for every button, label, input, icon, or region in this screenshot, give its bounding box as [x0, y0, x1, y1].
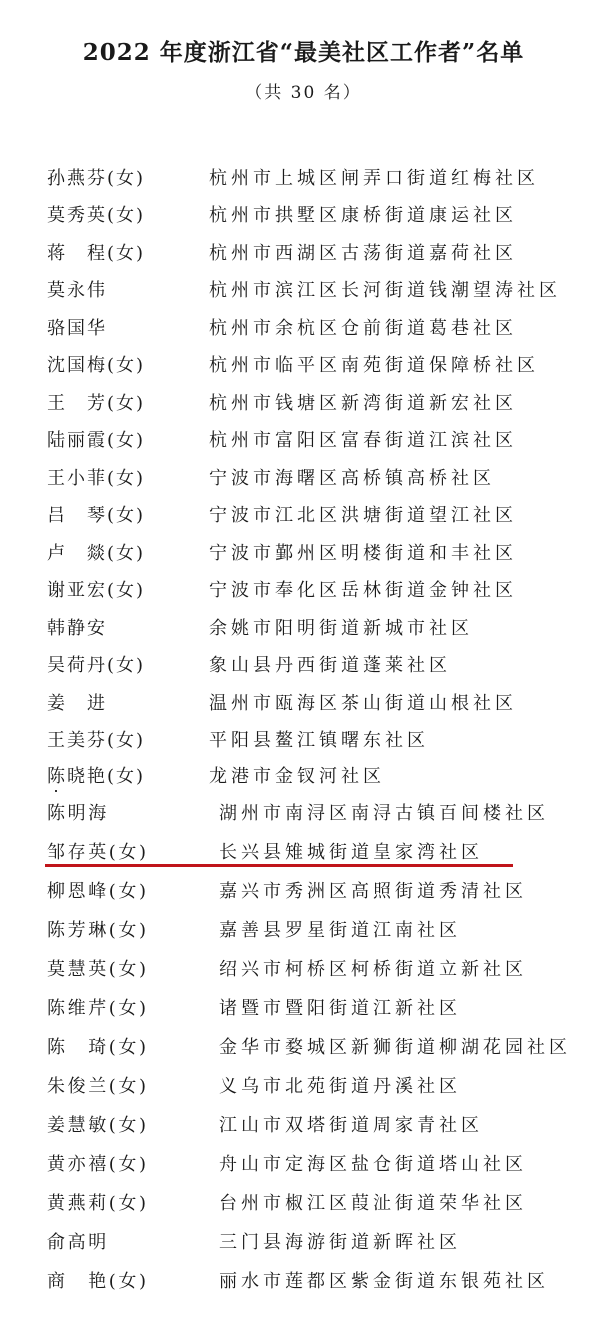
person-name: 莫永伟	[47, 280, 107, 301]
list-item	[0, 1150, 607, 1180]
list-item	[0, 276, 607, 306]
stray-mark	[55, 790, 57, 792]
community-name: 余姚市阳明街道新城市社区	[209, 618, 473, 639]
person-name: 吕 琴(女)	[47, 505, 146, 526]
person-name: 卢 燚(女)	[47, 543, 146, 564]
list-item	[0, 464, 607, 494]
person-name: 陈 琦(女)	[47, 1037, 149, 1058]
list-item	[0, 164, 607, 194]
person-name: 陈芳琳(女)	[47, 920, 149, 941]
person-name: 陈维芹(女)	[47, 998, 149, 1019]
community-name: 嘉兴市秀洲区高照街道秀清社区	[219, 881, 527, 902]
community-name: 丽水市莲都区紫金街道东银苑社区	[219, 1271, 549, 1292]
list-item	[0, 916, 607, 946]
list-item	[0, 389, 607, 419]
person-name: 商 艳(女)	[47, 1271, 149, 1292]
list-item	[0, 314, 607, 344]
list-item	[0, 651, 607, 681]
list-item	[0, 877, 607, 907]
list-item	[0, 994, 607, 1024]
list-item	[0, 1111, 607, 1141]
person-name: 黄亦禧(女)	[47, 1154, 149, 1175]
list-item	[0, 501, 607, 531]
person-name: 姜慧敏(女)	[47, 1115, 149, 1136]
person-name: 谢亚宏(女)	[47, 580, 146, 601]
person-name: 莫秀英(女)	[47, 205, 146, 226]
community-name: 长兴县雉城街道皇家湾社区	[219, 842, 483, 863]
community-name: 宁波市鄞州区明楼街道和丰社区	[209, 543, 517, 564]
community-name: 宁波市江北区洪塘街道望江社区	[209, 505, 517, 526]
person-name: 王小菲(女)	[47, 468, 146, 489]
community-name: 杭州市余杭区仓前街道葛巷社区	[209, 318, 517, 339]
list-item	[0, 1267, 607, 1297]
community-name: 湖州市南浔区南浔古镇百间楼社区	[219, 803, 549, 824]
list-item	[0, 1228, 607, 1258]
person-name: 王 芳(女)	[47, 393, 146, 414]
community-name: 宁波市海曙区高桥镇高桥社区	[209, 468, 495, 489]
person-name: 柳恩峰(女)	[47, 881, 149, 902]
person-name: 陆丽霞(女)	[47, 430, 146, 451]
person-name: 蒋 程(女)	[47, 243, 146, 264]
community-name: 杭州市西湖区古荡街道嘉荷社区	[209, 243, 517, 264]
person-name: 莫慧英(女)	[47, 959, 149, 980]
person-name: 黄燕莉(女)	[47, 1193, 149, 1214]
person-name: 吴荷丹(女)	[47, 655, 146, 676]
person-name: 王美芬(女)	[47, 730, 146, 751]
community-name: 诸暨市暨阳街道江新社区	[219, 998, 461, 1019]
community-name: 杭州市钱塘区新湾街道新宏社区	[209, 393, 517, 414]
list-item	[0, 426, 607, 456]
person-name: 陈晓艳(女)	[47, 766, 146, 787]
list-item	[0, 1033, 607, 1063]
list-item	[0, 1189, 607, 1219]
person-name: 韩静安	[47, 618, 107, 639]
list-item	[0, 539, 607, 569]
community-name: 杭州市临平区南苑街道保障桥社区	[209, 355, 539, 376]
highlight-underline	[45, 864, 513, 867]
community-name: 台州市椒江区葭沚街道荣华社区	[219, 1193, 527, 1214]
list-item	[0, 689, 607, 719]
community-name: 舟山市定海区盐仓街道塔山社区	[219, 1154, 527, 1175]
community-name: 杭州市富阳区富春街道江滨社区	[209, 430, 517, 451]
list-item	[0, 239, 607, 269]
person-name: 朱俊兰(女)	[47, 1076, 149, 1097]
person-name: 陈明海	[47, 803, 109, 824]
community-name: 象山县丹西街道蓬莱社区	[209, 655, 451, 676]
community-name: 杭州市滨江区长河街道钱潮望涛社区	[209, 280, 561, 301]
person-name: 姜 进	[47, 693, 107, 714]
list-item	[0, 576, 607, 606]
list-item	[0, 1072, 607, 1102]
list-item	[0, 955, 607, 985]
community-name: 江山市双塔街道周家青社区	[219, 1115, 483, 1136]
community-name: 宁波市奉化区岳林街道金钟社区	[209, 580, 517, 601]
person-name: 沈国梅(女)	[47, 355, 146, 376]
person-name: 邹存英(女)	[47, 842, 149, 863]
community-name: 金华市婺城区新狮街道柳湖花园社区	[219, 1037, 571, 1058]
person-name: 骆国华	[47, 318, 107, 339]
page-subtitle: （共 30 名）	[245, 83, 362, 103]
community-name: 杭州市上城区闸弄口街道红梅社区	[209, 168, 539, 189]
list-item	[0, 762, 607, 792]
person-name: 俞高明	[47, 1232, 109, 1253]
person-name: 孙燕芬(女)	[47, 168, 146, 189]
community-name: 义乌市北苑街道丹溪社区	[219, 1076, 461, 1097]
list-item	[0, 351, 607, 381]
list-item	[0, 201, 607, 231]
community-name: 温州市瓯海区茶山街道山根社区	[209, 693, 517, 714]
community-name: 绍兴市柯桥区柯桥街道立新社区	[219, 959, 527, 980]
list-item	[0, 799, 607, 829]
page-title: 2022 年度浙江省“最美社区工作者”名单	[82, 39, 525, 66]
community-name: 嘉善县罗星街道江南社区	[219, 920, 461, 941]
community-name: 杭州市拱墅区康桥街道康运社区	[209, 205, 517, 226]
community-name: 平阳县鳌江镇曙东社区	[209, 730, 429, 751]
community-name: 三门县海游街道新晖社区	[219, 1232, 461, 1253]
list-item	[0, 726, 607, 756]
list-item	[0, 614, 607, 644]
community-name: 龙港市金钗河社区	[209, 766, 385, 787]
